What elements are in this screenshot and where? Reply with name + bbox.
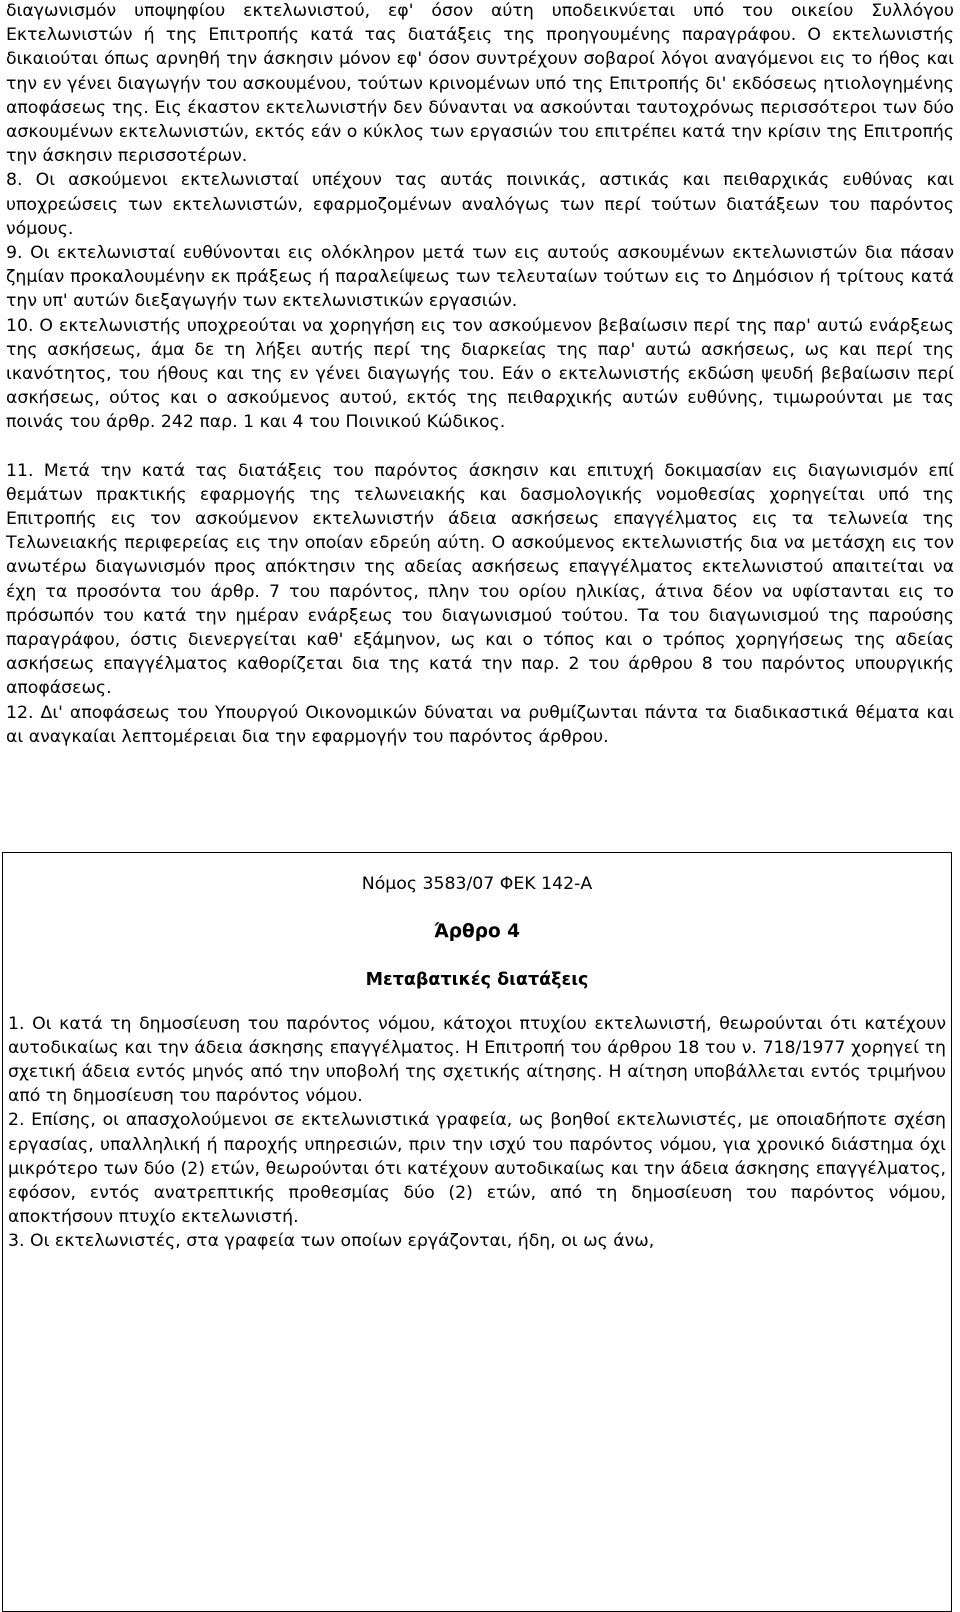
box-paragraph-1: 1. Οι κατά τη δημοσίευση του παρόντος νόμου, κάτοχοι πτυχίου εκτελωνιστή, θεωρούνται ότι κατέχουν αυτοδικαίως και την άδεια άσκησης επαγγέλματος. Η Επιτροπή του άρθρου 18 του ν. 718/1977 χορηγεί τη σχετική άδεια εντός μηνός από την υποβολή της σχετικής αίτησης. Η αίτηση υποβάλλεται εντός τριμήνου από τη δημοσίευση του παρόντος νόμου. xyxy=(8,1013,946,1107)
law-reference: Νόμος 3583/07 ΦΕΚ 142-Α xyxy=(361,874,593,894)
law-box-content xyxy=(8,872,946,1254)
paragraph-12: 12. Δι' αποφάσεως του Υπουργού Οικονομικών δύναται να ρυθμίζωνται πάντα τα διαδικαστικά θέματα και αι αναγκαίαι λεπτομέρειαι δια την εφαρμογήν του παρόντος άρθρου. xyxy=(6,702,954,747)
box-paragraph-3: 3. Οι εκτελωνιστές, στα γραφεία των οποίων εργάζονται, ήδη, οι ως άνω, xyxy=(8,1231,655,1252)
article-title: Άρθρο 4 xyxy=(434,921,520,943)
paragraph-7-continuation: διαγωνισμόν υποψηφίου εκτελωνιστού, εφ' όσον αύτη υποδεικνύεται υπό του οικείου Συλλόγου Εκτελωνιστών ή της Επιτροπής κατά τας διατάξεις της προηγουμένης παραγράφου. Ο εκτελωνιστής δικαιούται όπως αρνηθή την άσκησιν μόνον εφ' όσον συντρέχουν σοβαροί λόγοι αναγόμενοι εις το ήθος και την εν γένει διαγωγήν του ασκουμένου, τούτων κρινομένων υπό της Επιτροπής δι' εκδόσεως ητιολογημένης αποφάσεως της. Εις έκαστον εκτελωνιστήν δεν δύνανται να ασκούνται ταυτοχρόνως περισσότεροι των δύο ασκουμένων εκτελωνιστών, εκτός εάν ο κύκλος των εργασιών του επιτρέπει κατά την κρίσιν της Επιτροπής την άσκησιν περισσοτέρων. xyxy=(6,1,954,167)
paragraph-9: 9. Οι εκτελωνισταί ευθύνονται εις ολόκληρον μετά των εις αυτούς ασκουμένων εκτελωνιστών δια πάσαν ζημίαν προκαλουμένην εκ πράξεως ή παραλείψεως των τελευταίων τούτων εις το Δημόσιον ή τρίτους κατά την υπ' αυτών διεξαγωγήν των εκτελωνιστικών εργασιών. xyxy=(6,243,954,312)
law-text-upper xyxy=(6,0,954,749)
paragraph-10: 10. Ο εκτελωνιστής υποχρεούται να χορηγήση εις τον ασκούμενον βεβαίωσιν περί της παρ' αυτώ ενάρξεως της ασκήσεως, άμα δε τη λήξει αυτής περί της διαρκείας της παρ' αυτώ ασκήσεως, ως και περί της ικανότητος, του ήθους και της εν γένει διαγωγής του. Εάν ο εκτελωνιστής εκδώση ψευδή βεβαίωσιν περί ασκήσεως, ούτος και ο ασκούμενος αυτού, εκτός της πειθαρχικής αυτών ευθύνης, τιμωρούνται με τας ποινάς του άρθρ. 242 παρ. 1 και 4 του Ποινικού Κώδικος. xyxy=(6,315,954,433)
law-amendment-box xyxy=(2,852,952,1612)
box-paragraph-2: 2. Επίσης, οι απασχολούμενοι σε εκτελωνιστικά γραφεία, ως βοηθοί εκτελωνιστές, με οποιαδήποτε σχέση εργασίας, υπαλληλική ή παροχής υπηρεσιών, πριν την ισχύ του παρόντος νόμου, για χρονικό διάστημα όχι μικρότερο των δύο (2) ετών, θεωρούνται ότι κατέχουν αυτοδικαίως και την άδεια άσκησης επαγγέλματος, εφόσον, εντός ανατρεπτικής προθεσμίας δύο (2) ετών, από τη δημοσίευση του παρόντος νόμου, αποκτήσουν πτυχίο εκτελωνιστή. xyxy=(8,1110,946,1228)
paragraph-8: 8. Οι ασκούμενοι εκτελωνισταί υπέχουν τας αυτάς ποινικάς, αστικάς και πειθαρχικάς ευθύνας και υποχρεώσεις των εκτελωνιστών, εφαρμοζομένων αναλόγως των περί τούτων διατάξεων του παρόντος νόμους. xyxy=(6,170,954,239)
article-subtitle: Μεταβατικές διατάξεις xyxy=(365,970,589,991)
paragraph-11: 11. Μετά την κατά τας διατάξεις του παρόντος άσκησιν και επιτυχή δοκιμασίαν εις διαγωνισμόν επί θεμάτων πρακτικής εφαρμογής της τελωνειακής και δασμολογικής νομοθεσίας χορηγείται υπό της Επιτροπής εις τον ασκούμενον εκτελωνιστήν άδεια ασκήσεως επαγγέλματος εις τα τελωνεία της Τελωνειακής περιφερείας εις την οποίαν εδρεύη αύτη. Ο ασκούμενος εκτελωνιστής δια να μετάσχη εις τον ανωτέρω διαγωνισμόν προς απόκτησιν της αδείας ασκήσεως επαγγέλματος εκτελωνιστού απαιτείται να έχη τα προσόντα του άρθρ. 7 του παρόντος, πλην του ορίου ηλικίας, άτινα δέον να υφίστανται εις το πρόσωπόν του κατά την ημέραν ενάρξεως του διαγωνισμού τούτου. Τα του διαγωνισμού της παρούσης παραγράφου, όστις διενεργείται καθ' εξάμηνον, ως και ο τόπος και ο τρόπος χορηγήσεως της αδείας ασκήσεως επαγγέλματος καθορίζεται δια της κατά την παρ. 2 του άρθρου 8 του παρόντος υπουργικής αποφάσεως. xyxy=(6,460,954,699)
